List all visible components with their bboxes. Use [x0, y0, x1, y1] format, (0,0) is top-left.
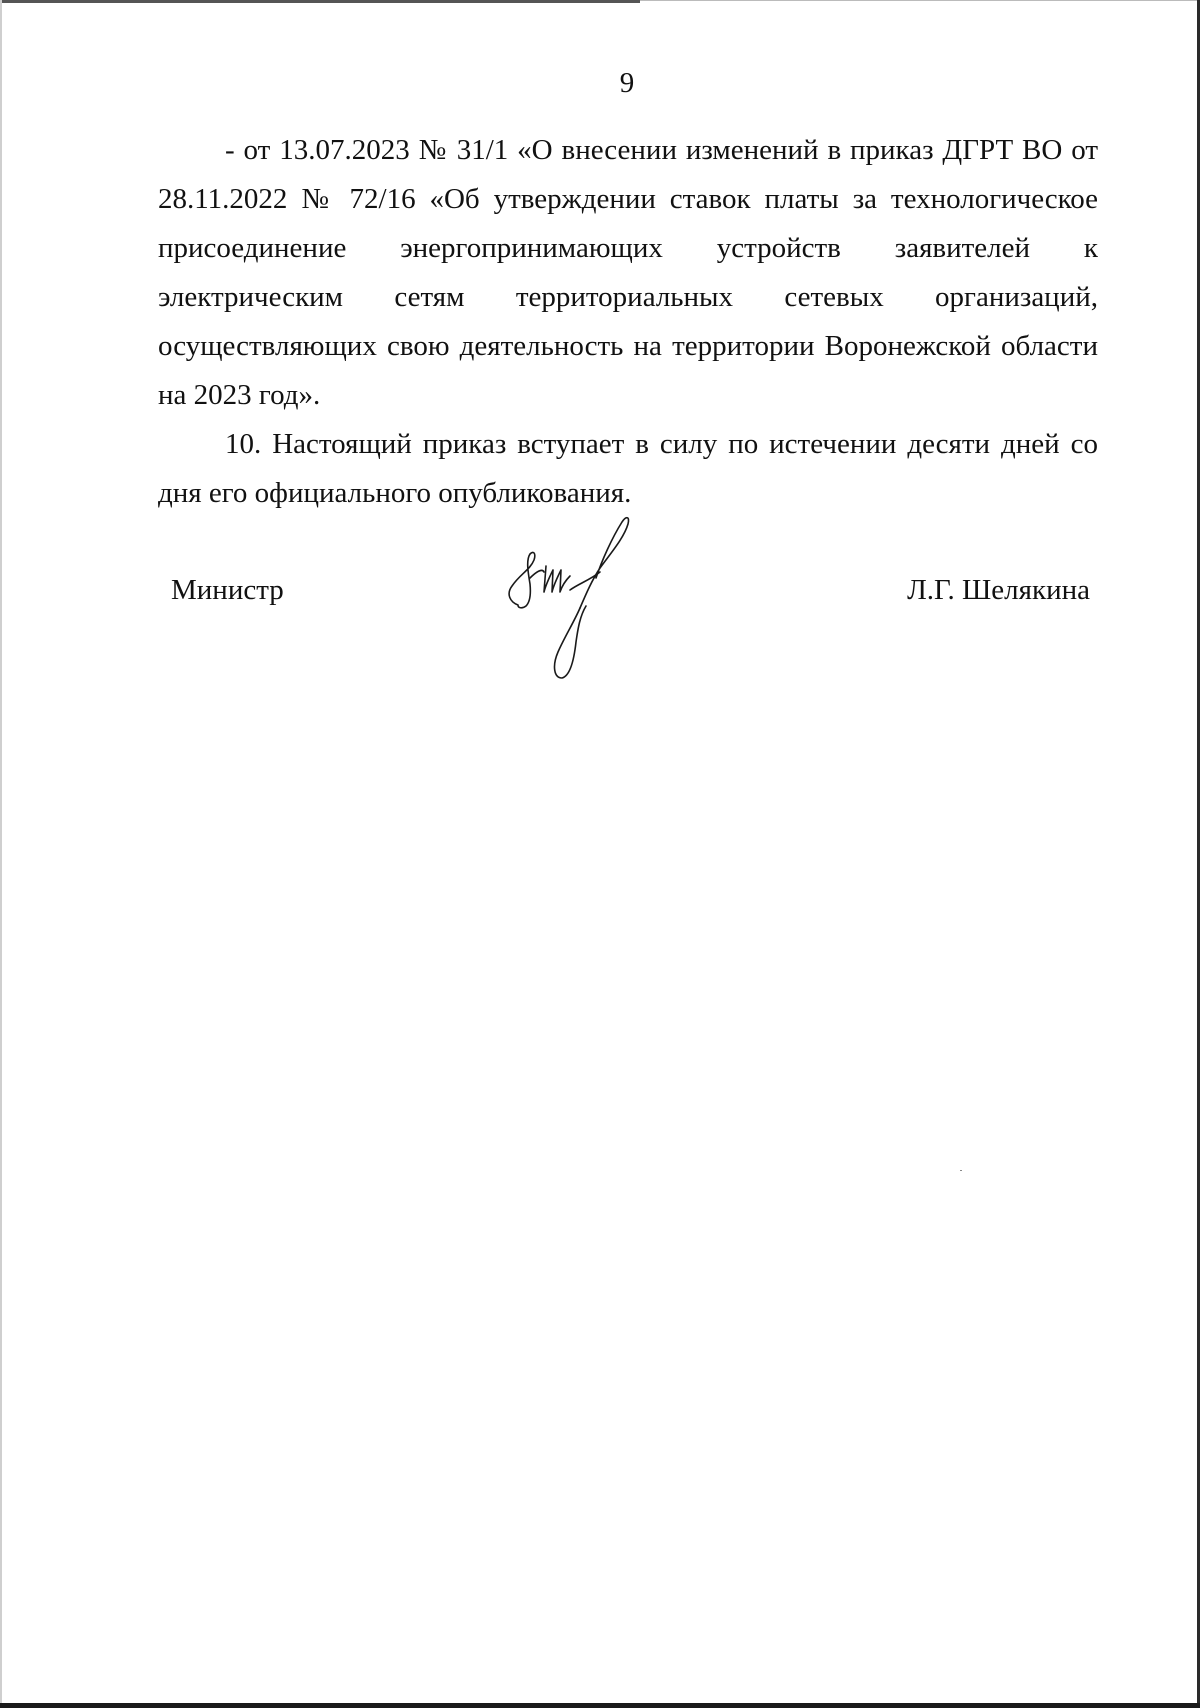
document-body — [158, 126, 1098, 518]
paragraph-effective-date: 10. Настоящий приказ вступает в силу по истечении десяти дней со дня его официального опубликования. — [158, 428, 1098, 509]
scan-edge-top-thin — [640, 0, 1200, 1]
scan-edge-bottom — [0, 1703, 1200, 1708]
handwritten-signature — [500, 510, 650, 685]
scan-edge-top — [0, 0, 640, 3]
page-number: 9 — [619, 67, 635, 99]
signatory-name: Л.Г. Шелякина — [907, 574, 1090, 606]
signatory-title: Министр — [171, 574, 284, 606]
scan-speck — [960, 1170, 962, 1171]
scan-edge-left — [0, 0, 2, 1708]
paragraph-amendment-reference: - от 13.07.2023 № 31/1 «О внесении изменений в приказ ДГРТ ВО от 28.11.2022 № 72/16 «Об утверждении ставок платы за технологическое присоединение энергопринимающих устройств заявителей к электрическим сетям территориальных сетевых организаций, осуществляющих свою деятельность на территории Воронежской области на 2023 год». — [158, 134, 1098, 411]
